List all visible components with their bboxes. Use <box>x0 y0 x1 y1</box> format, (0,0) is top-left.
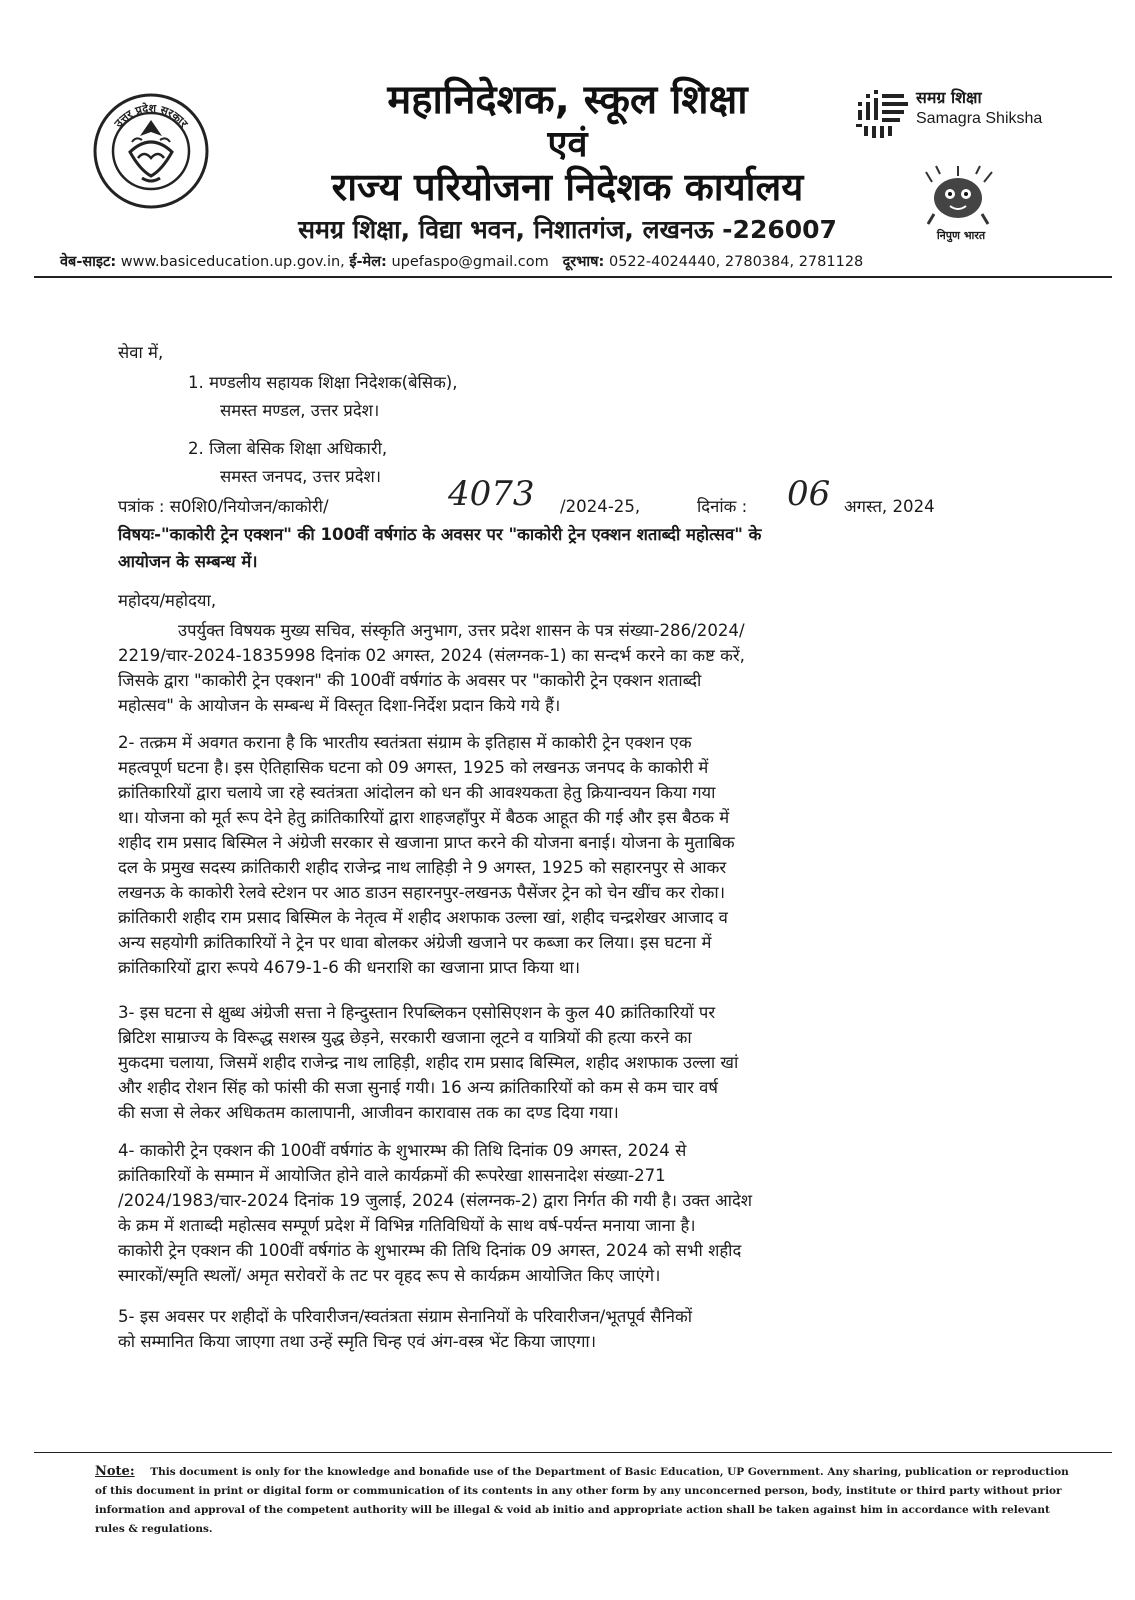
para4-line: के क्रम में शताब्दी महोत्सव सम्पूर्ण प्रदेश में विभिन्न गतिविधियों के साथ वर्ष-पर्यन्त मनाया जाना है। <box>118 1216 696 1235</box>
nipun-mascot-icon <box>918 162 1004 228</box>
para3-line: ब्रिटिश साम्राज्य के विरूद्ध सशस्त्र युद्ध छेड़ने, सरकारी खजाना लूटने व यात्रियों की हत्या करने का <box>118 1028 692 1047</box>
office-title-line3: राज्य परियोजना निदेशक कार्यालय <box>331 165 804 209</box>
contact-line <box>60 251 1080 271</box>
para3-line: की सजा से लेकर अधिकतम कालापानी, आजीवन कारावास तक का दण्ड दिया गया। <box>118 1103 619 1122</box>
samagra-logo-icon <box>854 80 914 140</box>
email-label: ई-मेल: <box>349 254 387 270</box>
para2-line: क्रांतिकारी शहीद राम प्रसाद बिस्मिल के नेतृत्व में शहीद अशफाक उल्ला खां, शहीद चन्द्रशेखर आजाद व <box>118 908 728 927</box>
reference-number: 4073 <box>448 474 535 514</box>
para5-line: 5- इस अवसर पर शहीदों के परिवारीजन/स्वतंत्रता संग्राम सेनानियों के परिवारीजन/भूतपूर्व सैनिकों <box>118 1307 693 1326</box>
note-label: Note: <box>95 1464 135 1479</box>
para2-line: था। योजना को मूर्त रूप देने हेतु क्रांतिकारियों द्वारा शाहजहाँपुर में बैठक आहूत की गई और इस बैठक में <box>118 808 730 827</box>
office-title-line1: महानिदेशक, स्कूल शिक्षा <box>387 77 748 123</box>
date-month-year: अगस्त, 2024 <box>844 497 935 516</box>
para1-line: 2219/चार-2024-1835998 दिनांक 02 अगस्त, 2024 (संलग्नक-1) का सन्दर्भ करने का कष्ट करें, <box>118 646 745 665</box>
paragraph-4 <box>118 1138 978 1288</box>
header-divider <box>34 276 1112 278</box>
paragraph-3 <box>118 1000 978 1125</box>
para4-line: क्रांतिकारियों के सम्मान में आयोजित होने वाले कार्यक्रमों की रूपरेखा शासनादेश संख्या-271 <box>118 1166 666 1185</box>
para4-line: स्मारकों/स्मृति स्थलों/ अमृत सरोवरों के तट पर वृहद रूप से कार्यक्रम आयोजित किए जाएंगे। <box>118 1266 661 1285</box>
para5-line: को सम्मानित किया जाएगा तथा उन्हें स्मृति चिन्ह एवं अंग-वस्त्र भेंट किया जाएगा। <box>118 1332 597 1351</box>
subject-line2: आयोजन के सम्बन्ध में। <box>118 552 258 571</box>
phone-label: दूरभाष: <box>562 254 605 270</box>
reference-prefix: पत्रांक : स0शि0/नियोजन/काकोरी/ <box>118 497 329 516</box>
addressee2-line2: समस्त जनपद, उत्तर प्रदेश। <box>220 467 382 486</box>
para2-line: लखनऊ के काकोरी रेलवे स्टेशन पर आठ डाउन सहारनपुर-लखनऊ पैसेंजर ट्रेन को चेन खींच कर रोका। <box>118 883 725 902</box>
para4-line: काकोरी ट्रेन एक्शन की 100वीं वर्षगांठ के शुभारम्भ की तिथि दिनांक 09 अगस्त, 2024 को सभी शहीद <box>118 1241 742 1260</box>
emblem-text: उत्तर प्रदेश सरकार <box>111 101 191 130</box>
paragraph-1 <box>118 618 978 718</box>
para2-line: अन्य सहयोगी क्रांतिकारियों ने ट्रेन पर धावा बोलकर अंग्रेजी खजाने पर कब्जा कर लिया। इस घटना में <box>118 933 712 952</box>
para3-line: मुकदमा चलाया, जिसमें शहीद राजेन्द्र नाथ लाहिड़ी, शहीद राम प्रसाद बिस्मिल, शहीद अशफाक उल्ला खां <box>118 1053 739 1072</box>
para1-line: महोत्सव" के आयोजन के सम्बन्ध में विस्तृत दिशा-निर्देश प्रदान किये गये हैं। <box>118 696 561 715</box>
addressee1-line2: समस्त मण्डल, उत्तर प्रदेश। <box>220 401 380 420</box>
date-label: दिनांक : <box>697 497 748 516</box>
salutation-to: सेवा में, <box>118 343 164 362</box>
para2-line: शहीद राम प्रसाद बिस्मिल ने अंग्रेजी सरकार से खजाना प्राप्त करने की योजना बनाई। योजना के मुताबिक <box>118 833 735 852</box>
reference-suffix: /2024-25, <box>560 497 641 516</box>
nipun-bharat-logo <box>918 162 1004 246</box>
para2-line: 2- तत्क्रम में अवगत कराना है कि भारतीय स्वतंत्रता संग्राम के इतिहास में काकोरी ट्रेन एक्शन एक <box>118 733 692 752</box>
subject-line1: विषयः-"काकोरी ट्रेन एक्शन" की 100वीं वर्षगांठ के अवसर पर "काकोरी ट्रेन एक्शन शताब्दी महोत्सव" के <box>118 525 762 544</box>
office-address: समग्र शिक्षा, विद्या भवन, निशातगंज, लखनऊ -226007 <box>298 215 837 244</box>
greeting: महोदय/महोदया, <box>118 591 217 610</box>
note-text: This document is only for the knowledge and bonafide use of the Department of Basic Education, UP Government. Any sharing, publication or reproduction of this document in print or digital form or communication of its contents in any other form by any unconcerned person, body, institute or third party without prior information and approval of the competent authority will be illegal & void ab initio and appropriate action shall be taken against him in accordance with relevant rules & regulations. <box>95 1466 1069 1535</box>
office-title-line2: एवं <box>547 124 588 165</box>
para2-line: महत्वपूर्ण घटना है। इस ऐतिहासिक घटना को 09 अगस्त, 1925 को लखनऊ जनपद के काकोरी में <box>118 758 709 777</box>
para1-line: उपर्युक्त विषयक मुख्य सचिव, संस्कृति अनुभाग, उत्तर प्रदेश शासन के पत्र संख्या-286/2024/ <box>178 621 745 640</box>
para4-line: /2024/1983/चार-2024 दिनांक 19 जुलाई, 2024 (संलग्नक-2) द्वारा निर्गत की गयी है। उक्त आदेश <box>118 1191 753 1210</box>
para4-line: 4- काकोरी ट्रेन एक्शन की 100वीं वर्षगांठ के शुभारम्भ की तिथि दिनांक 09 अगस्त, 2024 से <box>118 1141 687 1160</box>
email-link[interactable]: upefaspo@gmail.com <box>391 254 549 270</box>
para3-line: 3- इस घटना से क्षुब्ध अंग्रेजी सत्ता ने हिन्दुस्तान रिपब्लिकन एसोसिएशन के कुल 40 क्रांतिकारियों पर <box>118 1003 716 1022</box>
website-label: वेब-साइट: <box>60 254 117 270</box>
nipun-label: निपुण भारत <box>936 229 986 242</box>
website-link[interactable]: www.basiceducation.up.gov.in, <box>120 254 345 270</box>
addressee2-line1: 2. जिला बेसिक शिक्षा अधिकारी, <box>188 439 388 458</box>
para2-line: दल के प्रमुख सदस्य क्रांतिकारी शहीद राजेन्द्र नाथ लाहिड़ी ने 9 अगस्त, 1925 को सहारनपुर से आकर <box>118 858 727 877</box>
para2-line: क्रांतिकारियों द्वारा चलाये जा रहे स्वतंत्रता आंदोलन को धन की आवश्यकता हेतु क्रियान्वयन किया गया <box>118 783 716 802</box>
para1-line: जिसके द्वारा "काकोरी ट्रेन एक्शन" की 100वीं वर्षगांठ के अवसर पर "काकोरी ट्रेन एक्शन शताब्दी <box>118 671 702 690</box>
addressee1-line1: 1. मण्डलीय सहायक शिक्षा निदेशक(बेसिक), <box>188 373 458 392</box>
date-day: 06 <box>787 474 831 514</box>
samagra-shiksha-logo <box>854 80 1064 140</box>
footer-note <box>95 1462 1075 1539</box>
para3-line: और शहीद रोशन सिंह को फांसी की सजा सुनाई गयी। 16 अन्य क्रांतिकारियों को कम से कम चार वर्ष <box>118 1078 718 1097</box>
footer-divider <box>34 1452 1112 1453</box>
paragraph-2 <box>118 730 978 980</box>
paragraph-5 <box>118 1304 978 1354</box>
phone-numbers: 0522-4024440, 2780384, 2781128 <box>608 254 864 270</box>
samagra-hindi-label: समग्र शिक्षा <box>916 88 982 107</box>
samagra-english-label: Samagra Shiksha <box>916 110 1043 127</box>
para2-line: क्रांतिकारियों द्वारा रूपये 4679-1-6 की धनराशि का खजाना प्राप्त किया था। <box>118 958 581 977</box>
